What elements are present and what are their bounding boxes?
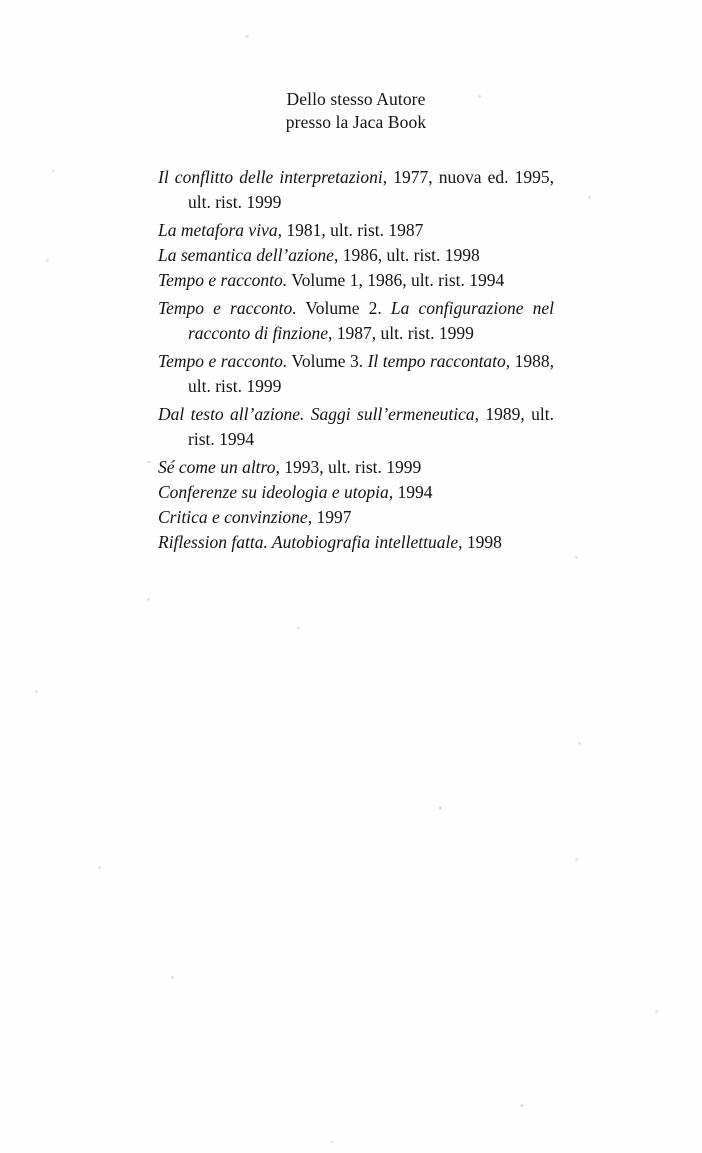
book-entry xyxy=(158,455,554,480)
book-details-2: , 1988, ult. rist. 1999 xyxy=(188,350,555,397)
scan-speck xyxy=(520,1104,524,1107)
scan-speck xyxy=(245,35,249,38)
scan-speck xyxy=(147,598,150,601)
book-title: Sé come un altro xyxy=(158,456,276,477)
scan-speck xyxy=(98,866,101,869)
scan-speck xyxy=(578,742,581,745)
book-title: Critica e convinzione xyxy=(158,507,308,528)
heading-line-2: presso la Jaca Book xyxy=(285,112,427,132)
book-entry xyxy=(158,243,554,268)
scan-speck xyxy=(297,627,300,629)
book-entry xyxy=(158,296,554,346)
book-subtitle: La configurazione nel racconto di finzione xyxy=(188,298,554,344)
book-details: , 1977, nuova ed. 1995, ult. rist. 1999 xyxy=(188,167,554,213)
book-title: Conferenze su ideologia e utopia xyxy=(158,481,389,502)
heading-line-1: Dello stesso Autore xyxy=(286,89,426,109)
book-details: , 1986, ult. rist. 1998 xyxy=(333,245,480,266)
book-title: Il conflitto delle interpretazioni xyxy=(158,167,383,187)
page-content xyxy=(158,88,554,558)
book-entry xyxy=(158,402,554,452)
book-title: Tempo e racconto. xyxy=(158,270,288,291)
page-heading xyxy=(158,88,554,134)
book-list xyxy=(158,165,554,556)
book-details: Volume 3. xyxy=(287,350,368,371)
book-entry xyxy=(158,530,554,555)
book-entry xyxy=(158,505,554,530)
scan-speck xyxy=(575,556,578,559)
book-title: La metafora viva xyxy=(158,219,278,240)
book-entry xyxy=(158,165,554,215)
scan-speck xyxy=(655,1010,658,1013)
book-subtitle: Il tempo raccontato xyxy=(367,350,506,371)
book-entry xyxy=(158,349,554,399)
book-details: Volume 2. xyxy=(296,298,391,319)
book-title: Tempo e racconto. xyxy=(158,298,297,319)
scan-speck xyxy=(588,196,591,199)
book-entry xyxy=(158,218,554,243)
book-details: , 1993, ult. rist. 1999 xyxy=(275,456,422,477)
book-entry xyxy=(158,480,554,505)
scan-speck xyxy=(330,1141,333,1143)
book-details: , 1981, ult. rist. 1987 xyxy=(277,219,424,240)
scan-speck xyxy=(52,170,55,172)
book-details: , 1998 xyxy=(458,532,502,553)
scan-speck xyxy=(35,690,38,693)
scan-speck xyxy=(147,461,151,463)
book-title: Riflession fatta. Autobiografia intellettuale xyxy=(158,532,459,553)
scan-speck xyxy=(171,976,174,979)
book-title: Tempo e racconto. xyxy=(158,350,288,371)
book-details: Volume 1, 1986, ult. rist. 1994 xyxy=(287,270,505,291)
book-details: , 1989, ult. rist. 1994 xyxy=(188,403,554,450)
scan-speck xyxy=(575,858,578,861)
book-title: La semantica dell’azione xyxy=(158,245,334,266)
book-title: Dal testo all’azione. Saggi sull’ermeneutica xyxy=(158,403,475,424)
book-details-2: , 1987, ult. rist. 1999 xyxy=(327,323,474,344)
book-details: , 1997 xyxy=(307,507,352,528)
book-details: , 1994 xyxy=(388,481,433,502)
scan-speck xyxy=(46,259,49,262)
book-entry xyxy=(158,268,554,293)
scan-speck xyxy=(439,806,442,810)
